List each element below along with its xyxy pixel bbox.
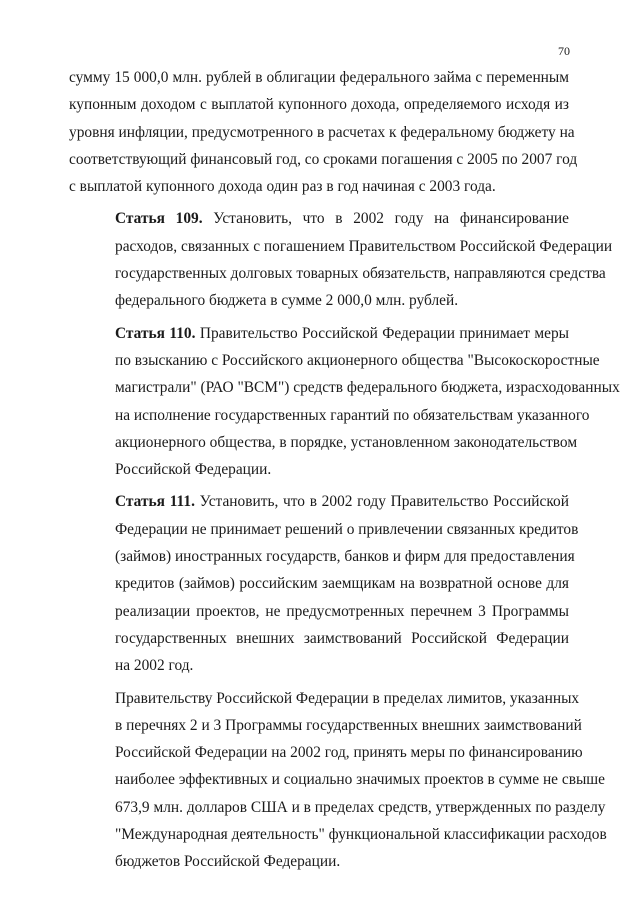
text-line: магистрали" (РАО "ВСМ") средств федерального бюджета, израсходованных — [115, 379, 620, 397]
paragraph-article-109 — [69, 205, 613, 314]
article-label: Статья 110. — [115, 324, 196, 342]
text-line: Российской Федерации на 2002 год, принять меры по финансированию — [115, 744, 583, 762]
text-line: на 2002 год. — [115, 657, 194, 675]
text-line: уровня инфляции, предусмотренного в расчетах к федеральному бюджету на — [69, 123, 575, 141]
text-line: "Международная деятельность" функциональной классификации расходов — [115, 826, 607, 844]
text-line: (займов) иностранных государств, банков и фирм для предоставления — [115, 548, 575, 566]
text-line: государственных внешних заимствований Российской Федерации — [115, 629, 569, 647]
text-fragment: Установить, что в 2002 году на финансирование — [202, 210, 569, 228]
text-line: в перечнях 2 и 3 Программы государственных внешних заимствований — [115, 716, 582, 734]
text-line — [69, 205, 569, 232]
text-line: наиболее эффективных и социально значимых проектов в сумме не свыше — [115, 771, 605, 789]
text-line: государственных долговых товарных обязательств, направляются средства — [115, 265, 606, 283]
document-body — [69, 64, 620, 881]
text-line: на исполнение государственных гарантий по обязательствам указанного — [115, 406, 590, 424]
text-line: акционерного общества, в порядке, установленном законодательством — [115, 433, 578, 451]
page-number: 70 — [558, 44, 570, 58]
paragraph-government-measures — [69, 685, 607, 876]
text-line: расходов, связанных с погашением Правительством Российской Федерации — [115, 237, 613, 255]
text-line: кредитов (займов) российским заемщикам на возвратной основе для — [115, 575, 569, 593]
text-line: Правительству Российской Федерации в пределах лимитов, указанных — [115, 689, 580, 707]
text-line: сумму 15 000,0 млн. рублей в облигации федерального займа с переменным — [69, 69, 569, 86]
text-line: 673,9 млн. долларов США и в пределах средств, утвержденных по разделу — [115, 798, 606, 816]
text-line: Российской Федерации. — [115, 461, 272, 479]
text-fragment: Правительство Российской Федерации принимает меры — [195, 324, 569, 342]
text-line: с выплатой купонного дохода один раз в год начиная с 2003 года. — [69, 178, 496, 196]
article-label: Статья 111. — [115, 493, 195, 511]
paragraph-article-111 — [69, 488, 579, 679]
text-line: реализации проектов, не предусмотренных перечнем 3 Программы — [115, 602, 569, 620]
article-label: Статья 109. — [115, 210, 203, 228]
text-line: соответствующий финансовый год, со сроками погашения с 2005 по 2007 год — [69, 150, 578, 168]
text-line — [69, 488, 569, 515]
text-line: по взысканию с Российского акционерного общества "Высокоскоростные — [115, 351, 600, 369]
paragraph-article-110 — [69, 320, 620, 484]
text-line: федерального бюджета в сумме 2 000,0 млн. рублей. — [115, 292, 459, 310]
text-line: Федерации не принимает решений о привлечении связанных кредитов — [115, 520, 579, 538]
text-line: купонным доходом с выплатой купонного дохода, определяемого исходя из — [69, 96, 569, 114]
text-line: бюджетов Российской Федерации. — [115, 853, 341, 871]
text-fragment: Установить, что в 2002 году Правительство Российской — [194, 493, 569, 511]
text-line — [69, 320, 569, 347]
paragraph-continuation — [69, 64, 578, 200]
